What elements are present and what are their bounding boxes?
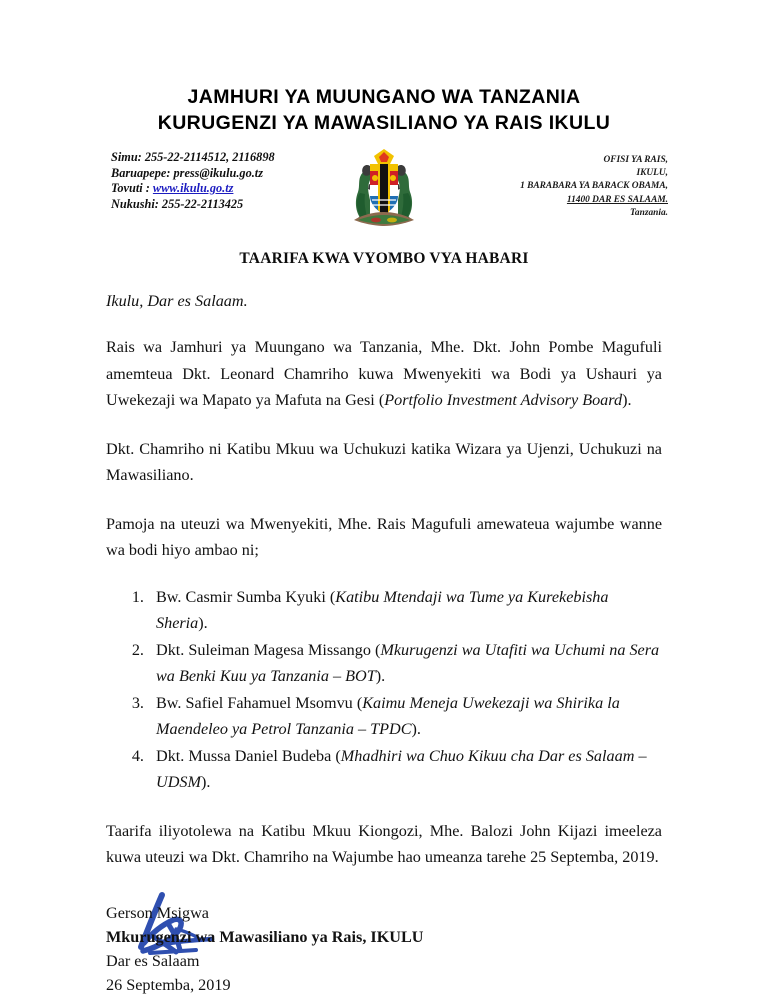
document-content bbox=[106, 290, 662, 997]
paragraph-4: Taarifa iliyotolewa na Katibu Mkuu Kiongozi, Mhe. Balozi John Kijazi imeeleza kuwa uteuzi wa Dkt. Chamriho na Wajumbe hao umeanza tarehe 25 Septemba, 2019. bbox=[106, 821, 662, 866]
list-item bbox=[148, 690, 662, 743]
office-line-4: 11400 DAR ES SALAAM. bbox=[566, 194, 668, 205]
paragraph-1-text-a: Rais wa Jamhuri ya Muungano wa Tanzania, Mhe. Dkt. John Pombe Magufuli amemteua Dkt. Leonard Chamriho kuwa Mwenyekiti wa Bodi ya Ushauri ya Uwekezaji wa Mapato ya Mafuta na Gesi ( bbox=[106, 338, 662, 409]
list-item bbox=[148, 637, 662, 690]
press-release-heading: TAARIFA KWA VYOMBO VYA HABARI bbox=[239, 250, 529, 267]
member-tail: ). bbox=[198, 614, 208, 632]
website-label: Tovuti : bbox=[111, 181, 153, 196]
member-role: Katibu Mtendaji wa Tume ya Kurekebisha Sheria bbox=[156, 587, 609, 632]
email-line: Baruapepe: press@ikulu.go.tz bbox=[111, 165, 264, 180]
paragraph-2: Dkt. Chamriho ni Katibu Mkuu wa Uchukuzi katika Wizara ya Ujenzi, Uchukuzi na Mawasiliano. bbox=[106, 439, 662, 484]
website-link[interactable]: www.ikulu.go.tz bbox=[152, 181, 234, 196]
member-tail: ). bbox=[375, 667, 386, 685]
list-item bbox=[148, 584, 662, 637]
list-item bbox=[148, 743, 662, 796]
member-name: Dkt. Mussa Daniel Budeba ( bbox=[156, 746, 341, 765]
signatory-position: Mkurugenzi wa Mawasiliano ya Rais, IKULU bbox=[106, 927, 424, 946]
office-line-2: IKULU, bbox=[636, 168, 668, 179]
board-members-list bbox=[106, 584, 662, 796]
member-role: Mhadhiri wa Chuo Kikuu cha Dar es Salaam – UDSM bbox=[156, 746, 647, 791]
contact-band bbox=[0, 150, 768, 234]
organization-title-line-1: JAMHURI YA MUUNGANO WA TANZANIA bbox=[187, 86, 581, 108]
phone-line: Simu: 255-22-2114512, 2116898 bbox=[111, 150, 275, 164]
organization-title-line-2: KURUGENZI YA MAWASILIANO YA RAIS IKULU bbox=[157, 112, 611, 134]
signature-block bbox=[106, 901, 662, 997]
signatory-city: Dar es Salaam bbox=[106, 951, 200, 970]
dateline: Ikulu, Dar es Salaam. bbox=[106, 292, 248, 310]
organization-title bbox=[0, 84, 768, 136]
coat-of-arms-icon bbox=[336, 144, 432, 230]
member-name: Bw. Safiel Fahamuel Msomvu ( bbox=[156, 693, 363, 712]
signatory-details bbox=[106, 901, 662, 997]
signatory-date: 26 Septemba, 2019 bbox=[106, 975, 231, 994]
office-line-5: Tanzania. bbox=[630, 207, 668, 218]
office-line-1: OFISI YA RAIS, bbox=[603, 155, 668, 165]
paragraph-1 bbox=[106, 334, 662, 414]
member-name: Dkt. Suleiman Magesa Missango ( bbox=[156, 640, 381, 659]
member-role: Mkurugenzi wa Utafiti wa Uchumi na Sera wa Benki Kuu ya Tanzania – BOT bbox=[156, 640, 660, 685]
signatory-name: Gerson Msigwa bbox=[106, 903, 209, 922]
paragraph-1-text-b: ). bbox=[622, 391, 632, 409]
paragraph-1-italic: Portfolio Investment Advisory Board bbox=[384, 391, 623, 409]
fax-line: Nukushi: 255-22-2113425 bbox=[111, 196, 244, 211]
member-role: Kaimu Meneja Uwekezaji wa Shirika la Maendeleo ya Petrol Tanzania – TPDC bbox=[156, 693, 620, 738]
website-line bbox=[111, 181, 275, 197]
office-line-3: 1 BARABARA YA BARACK OBAMA, bbox=[520, 181, 668, 192]
member-tail: ). bbox=[200, 773, 211, 791]
member-name: Bw. Casmir Sumba Kyuki ( bbox=[156, 587, 336, 606]
member-tail: ). bbox=[411, 720, 421, 738]
letterhead bbox=[0, 0, 768, 234]
paragraph-3: Pamoja na uteuzi wa Mwenyekiti, Mhe. Rais Magufuli amewateua wajumbe wanne wa bodi hiyo ambao ni; bbox=[106, 514, 662, 559]
contact-details-left bbox=[111, 150, 275, 212]
contact-details-right bbox=[520, 154, 668, 220]
